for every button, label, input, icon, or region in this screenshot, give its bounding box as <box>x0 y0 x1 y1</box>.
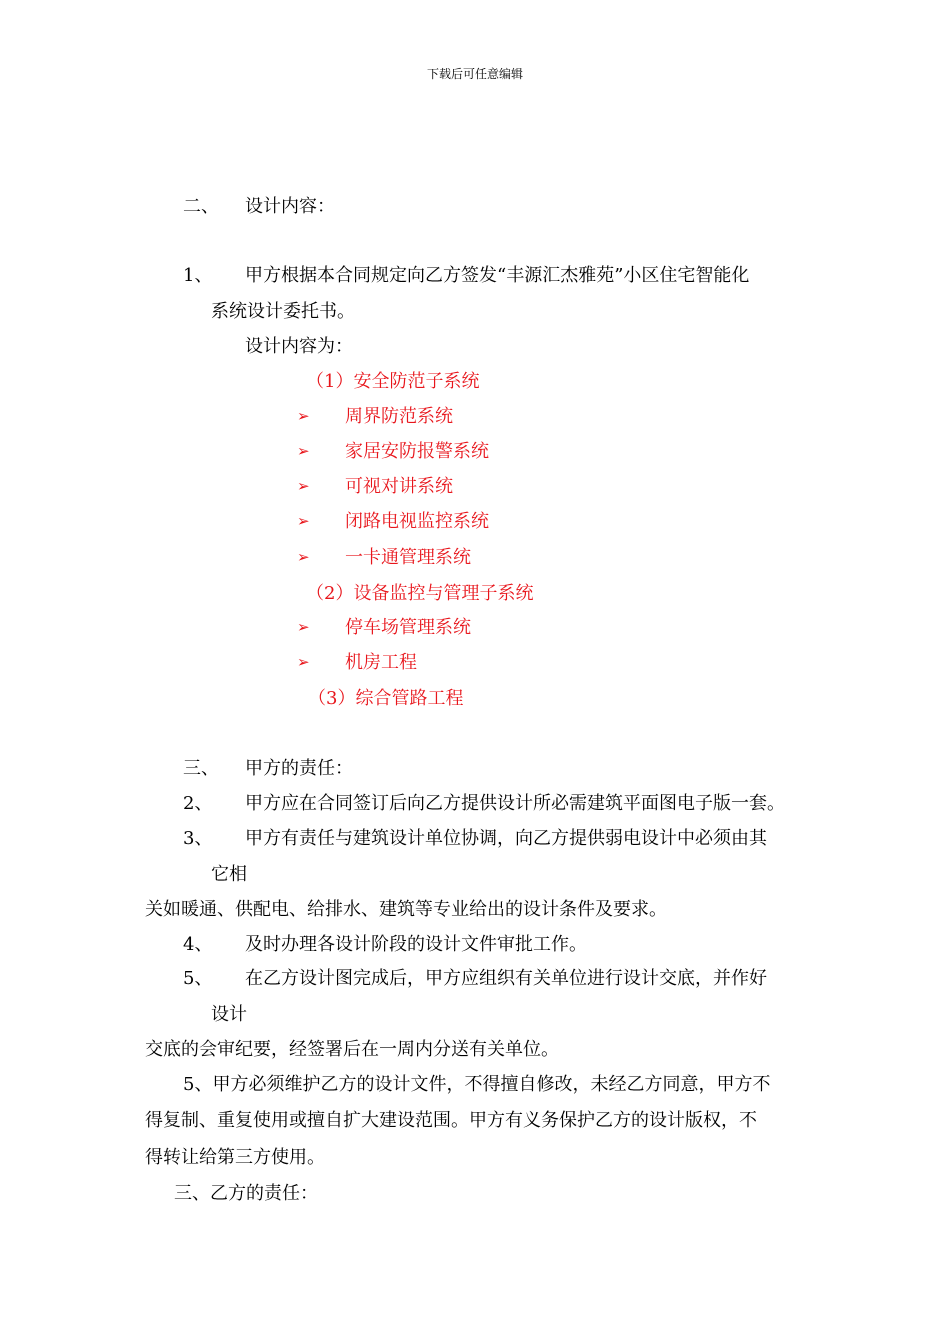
item-5b-line-3: 得转让给第三方使用。 <box>145 1147 325 1168</box>
bullet-arrow-icon: ➢ <box>297 548 310 566</box>
item-5-number: 5、 <box>183 968 213 989</box>
bullet-arrow-icon: ➢ <box>297 442 310 460</box>
section-3-title: 甲方的责任： <box>245 758 353 779</box>
item-1-number: 1、 <box>183 265 213 286</box>
design-group-1-item: 一卡通管理系统 <box>345 547 471 568</box>
design-group-1-item: 可视对讲系统 <box>345 476 453 497</box>
design-group-1-title: （1）安全防范子系统 <box>306 371 480 392</box>
item-1-line-1: 甲方根据本合同规定向乙方签发“丰源汇杰雅苑”小区住宅智能化 <box>245 265 750 286</box>
design-group-2-item: 机房工程 <box>345 652 417 673</box>
item-1-line-3: 设计内容为： <box>245 336 353 357</box>
item-3-line-1: 甲方有责任与建筑设计单位协调，向乙方提供弱电设计中必须由其 <box>245 828 767 849</box>
item-4-number: 4、 <box>183 934 213 955</box>
item-5b-line-2: 得复制、重复使用或擅自扩大建设范围。甲方有义务保护乙方的设计版权，不 <box>145 1110 757 1131</box>
item-4-text: 及时办理各设计阶段的设计文件审批工作。 <box>245 934 587 955</box>
bullet-arrow-icon: ➢ <box>297 653 310 671</box>
design-group-2-title: （2）设备监控与管理子系统 <box>306 583 534 604</box>
page-header-note: 下载后可任意编辑 <box>426 67 523 81</box>
item-5-line-3: 交底的会审纪要，经签署后在一周内分送有关单位。 <box>145 1039 559 1060</box>
section-3-number: 三、 <box>183 758 219 779</box>
design-group-1-item: 闭路电视监控系统 <box>345 511 489 532</box>
item-3-line-2: 它相 <box>211 864 247 885</box>
bullet-arrow-icon: ➢ <box>297 407 310 425</box>
section-2-number: 二、 <box>183 196 219 217</box>
item-5b-line-1: 5、甲方必须维护乙方的设计文件，不得擅自修改，未经乙方同意，甲方不 <box>183 1074 771 1095</box>
item-3-number: 3、 <box>183 828 213 849</box>
design-group-3-title: （3）综合管路工程 <box>308 688 464 709</box>
design-group-2-item: 停车场管理系统 <box>345 617 471 638</box>
design-group-1-item: 周界防范系统 <box>345 406 453 427</box>
item-1-line-2: 系统设计委托书。 <box>211 301 355 322</box>
section-2-title: 设计内容： <box>245 196 335 217</box>
item-5-line-1: 在乙方设计图完成后，甲方应组织有关单位进行设计交底，并作好 <box>245 968 767 989</box>
item-2-number: 2、 <box>183 793 213 814</box>
item-2-text: 甲方应在合同签订后向乙方提供设计所必需建筑平面图电子版一套。 <box>245 793 785 814</box>
design-group-1-item: 家居安防报警系统 <box>345 441 489 462</box>
bullet-arrow-icon: ➢ <box>297 618 310 636</box>
bullet-arrow-icon: ➢ <box>297 477 310 495</box>
item-3-line-3: 关如暖通、供配电、给排水、建筑等专业给出的设计条件及要求。 <box>145 899 667 920</box>
bullet-arrow-icon: ➢ <box>297 512 310 530</box>
item-5-line-2: 设计 <box>211 1004 247 1025</box>
section-3b-title: 三、乙方的责任： <box>174 1183 318 1204</box>
